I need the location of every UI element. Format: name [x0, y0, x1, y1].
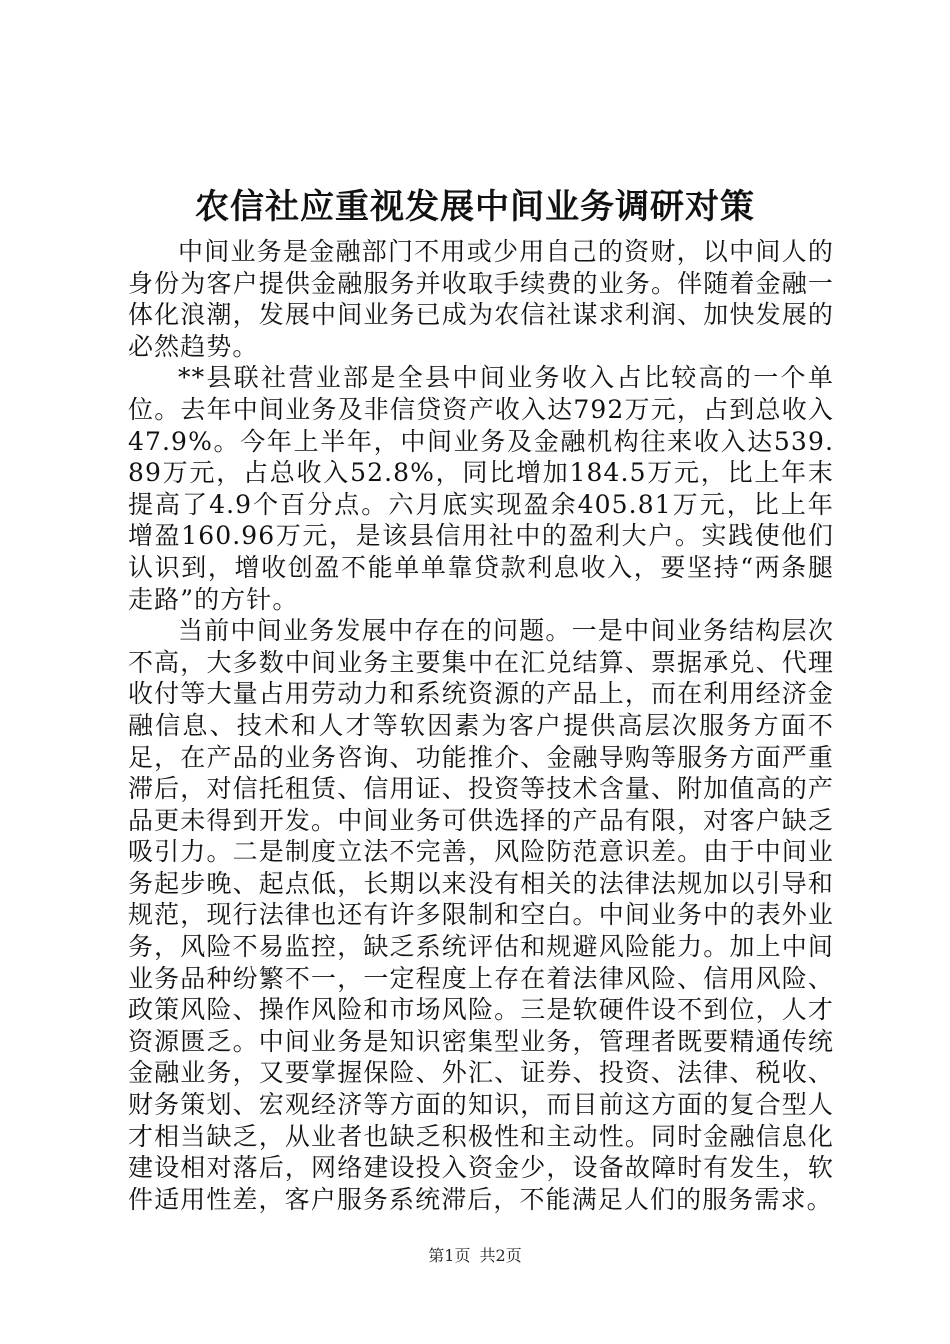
document-body [128, 236, 834, 1215]
paragraph: **县联社营业部是全县中间业务收入占比较高的一个单位。去年中间业务及非信贷资产收入达792万元，占到总收入47.9%。今年上半年，中间业务及金融机构往来收入达539.89万元，占总收入52.8%，同比增加184.5万元，比上年末提高了4.9个百分点。六月底实现盈余405.81万元，比上年增盈160.96万元，是该县信用社中的盈利大户。实践使他们认识到，增收创盈不能单单靠贷款利息收入，要坚持“两条腿走路”的方针。 [128, 363, 834, 614]
page-footer [0, 1244, 950, 1268]
page-total: 共2页 [479, 1246, 522, 1265]
page-number: 第1页 [428, 1246, 471, 1265]
paragraph: 当前中间业务发展中存在的问题。一是中间业务结构层次不高，大多数中间业务主要集中在汇兑结算、票据承兑、代理收付等大量占用劳动力和系统资源的产品上，而在利用经济金融信息、技术和人才等软因素为客户提供高层次服务方面不足，在产品的业务咨询、功能推介、金融导购等服务方面严重滞后，对信托租赁、信用证、投资等技术含量、附加值高的产品更未得到开发。中间业务可供选择的产品有限，对客户缺乏吸引力。二是制度立法不完善，风险防范意识差。由于中间业务起步晚、起点低，长期以来没有相关的法律法规加以引导和规范，现行法律也还有许多限制和空白。中间业务中的表外业务，风险不易监控，缺乏系统评估和规避风险能力。加上中间业务品种纷繁不一，一定程度上存在着法律风险、信用风险、政策风险、操作风险和市场风险。三是软硬件设不到位，人才资源匮乏。中间业务是知识密集型业务，管理者既要精通传统金融业务，又要掌握保险、外汇、证券、投资、法律、税收、财务策划、宏观经济等方面的知识，而目前这方面的复合型人才相当缺乏，从业者也缺乏积极性和主动性。同时金融信息化建设相对落后，网络建设投入资金少，设备故障时有发生，软件适用性差，客户服务系统滞后，不能满足人们的服务需求。 [128, 616, 834, 1214]
document-title: 农信社应重视发展中间业务调研对策 [195, 187, 755, 227]
paragraph: 中间业务是金融部门不用或少用自己的资财，以中间人的身份为客户提供金融服务并收取手续费的业务。伴随着金融一体化浪潮，发展中间业务已成为农信社谋求利润、加快发展的必然趋势。 [128, 237, 834, 361]
